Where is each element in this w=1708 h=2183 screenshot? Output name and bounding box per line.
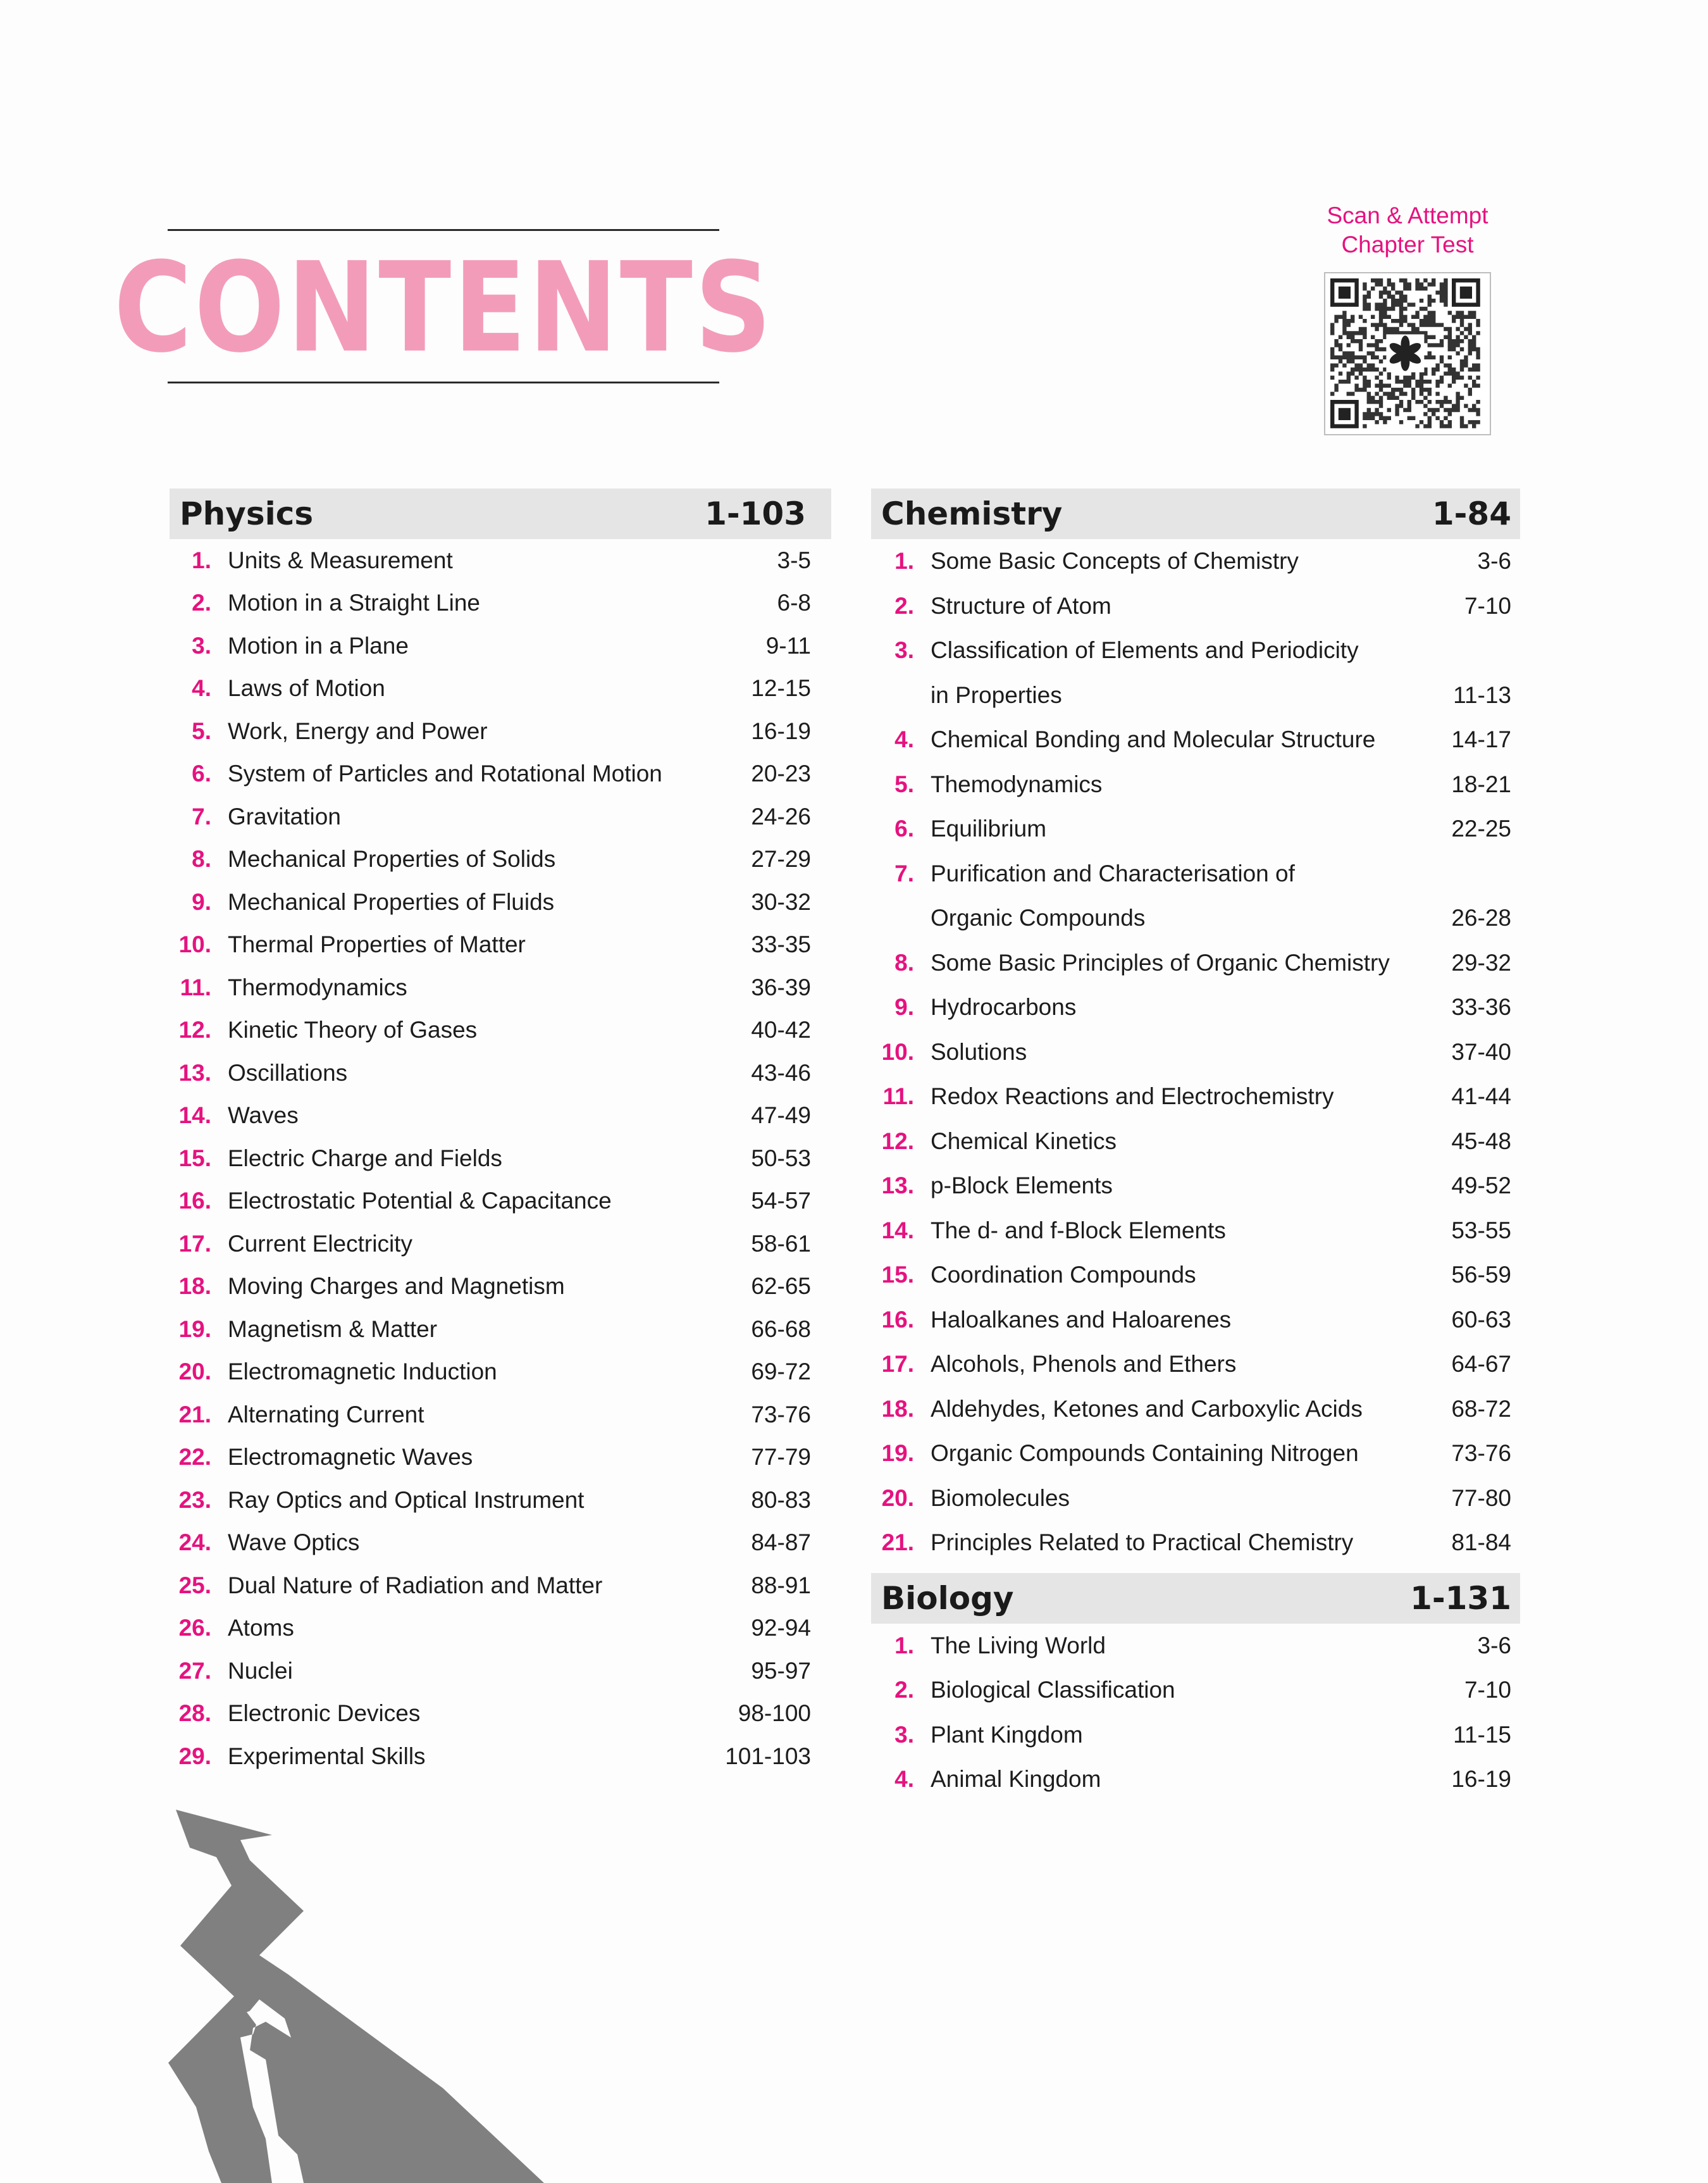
chemistry-chapter-row bbox=[871, 1253, 1520, 1298]
chapter-number: 20. bbox=[178, 1359, 211, 1385]
physics-chapter-row bbox=[170, 1735, 831, 1778]
chemistry-chapter-row bbox=[871, 985, 1520, 1030]
chapter-number: 29. bbox=[178, 1743, 211, 1769]
chapter-number: 1. bbox=[192, 547, 211, 573]
chapter-pages: 33-35 bbox=[751, 931, 811, 958]
chapter-pages: 47-49 bbox=[751, 1102, 811, 1129]
chapter-pages: 62-65 bbox=[751, 1273, 811, 1300]
physics-chapter-row bbox=[170, 1009, 831, 1052]
chapter-pages: 16-19 bbox=[751, 718, 811, 744]
physics-chapter-row bbox=[170, 668, 831, 711]
physics-chapter-row bbox=[170, 1222, 831, 1266]
physics-chapter-row bbox=[170, 582, 831, 625]
chapter-pages: 40-42 bbox=[751, 1017, 811, 1043]
chapter-title: Electromagnetic Induction bbox=[228, 1359, 497, 1385]
chapter-title: Biological Classification bbox=[931, 1677, 1175, 1703]
chapter-title: Waves bbox=[228, 1102, 299, 1129]
chapter-pages: 3-6 bbox=[1477, 1632, 1511, 1658]
chapter-title: Principles Related to Practical Chemistry bbox=[931, 1529, 1354, 1556]
qr-caption-line1: Scan & Attempt bbox=[1327, 202, 1488, 228]
chemistry-chapter-row bbox=[871, 1298, 1520, 1343]
chapter-pages: 20-23 bbox=[751, 761, 811, 787]
chapter-title: Redox Reactions and Electrochemistry bbox=[931, 1083, 1334, 1110]
chapter-pages: 11-13 bbox=[1453, 681, 1511, 708]
chapter-pages: 14-17 bbox=[1451, 726, 1511, 753]
physics-chapter-row bbox=[170, 753, 831, 796]
chapter-pages: 54-57 bbox=[751, 1188, 811, 1214]
qr-caption bbox=[1290, 201, 1525, 259]
chapter-title: Some Basic Principles of Organic Chemistry bbox=[931, 949, 1390, 976]
chemistry-chapter-row bbox=[871, 1164, 1520, 1209]
chapter-title: Chemical Bonding and Molecular Structure bbox=[931, 726, 1376, 753]
chapter-title: Plant Kingdom bbox=[931, 1721, 1083, 1748]
chapter-number: 12. bbox=[881, 1128, 914, 1154]
chapter-title: Coordination Compounds bbox=[931, 1262, 1196, 1288]
chapter-title: Alternating Current bbox=[228, 1401, 424, 1427]
physics-chapter-row bbox=[170, 924, 831, 967]
physics-chapter-row bbox=[170, 1564, 831, 1607]
chapter-pages: 43-46 bbox=[751, 1059, 811, 1086]
chemistry-chapter-row bbox=[871, 628, 1520, 673]
chapter-number: 4. bbox=[192, 675, 211, 702]
chapter-pages: 26-28 bbox=[1451, 905, 1511, 931]
chapter-number: 10. bbox=[881, 1038, 914, 1065]
chapter-title: Hydrocarbons bbox=[931, 994, 1077, 1021]
chapter-number: 23. bbox=[178, 1486, 211, 1513]
chapter-number: 3. bbox=[894, 1721, 914, 1748]
chemistry-chapter-row bbox=[871, 673, 1520, 718]
chapter-number: 17. bbox=[178, 1230, 211, 1257]
physics-section-range: 1-103 bbox=[705, 495, 806, 532]
chapter-title: Mechanical Properties of Fluids bbox=[228, 888, 555, 915]
chemistry-chapter-row bbox=[871, 941, 1520, 986]
chapter-title: Current Electricity bbox=[228, 1230, 412, 1257]
chemistry-chapter-list bbox=[871, 539, 1520, 1565]
chapter-title: Magnetism & Matter bbox=[228, 1315, 438, 1342]
chapter-number: 17. bbox=[881, 1351, 914, 1378]
chapter-number: 13. bbox=[881, 1172, 914, 1199]
physics-chapter-row bbox=[170, 1479, 831, 1522]
chapter-title: Electric Charge and Fields bbox=[228, 1145, 502, 1171]
biology-chapter-row bbox=[871, 1624, 1520, 1669]
physics-chapter-row bbox=[170, 1650, 831, 1693]
chapter-title: Ray Optics and Optical Instrument bbox=[228, 1486, 585, 1513]
chapter-title: Motion in a Straight Line bbox=[228, 590, 481, 616]
chapter-title: Mechanical Properties of Solids bbox=[228, 846, 556, 873]
chapter-pages: 11-15 bbox=[1453, 1721, 1511, 1748]
chapter-number: 9. bbox=[192, 888, 211, 915]
chapter-pages: 24-26 bbox=[751, 803, 811, 830]
chapter-number: 28. bbox=[178, 1700, 211, 1727]
physics-chapter-row bbox=[170, 1393, 831, 1436]
chapter-pages: 16-19 bbox=[1451, 1766, 1511, 1793]
chapter-title: Units & Measurement bbox=[228, 547, 453, 573]
chapter-pages: 77-80 bbox=[1451, 1484, 1511, 1511]
chapter-pages: 22-25 bbox=[1451, 816, 1511, 842]
physics-chapter-row bbox=[170, 1052, 831, 1095]
chapter-title: Moving Charges and Magnetism bbox=[228, 1273, 565, 1300]
chapter-number: 3. bbox=[894, 637, 914, 664]
chapter-number: 4. bbox=[894, 1766, 914, 1793]
biology-section-name: Biology bbox=[881, 1579, 1014, 1617]
chapter-number: 13. bbox=[178, 1059, 211, 1086]
chapter-pages: 80-83 bbox=[751, 1486, 811, 1513]
chapter-number: 7. bbox=[192, 803, 211, 830]
chapter-number: 6. bbox=[192, 761, 211, 787]
chapter-title: Chemical Kinetics bbox=[931, 1128, 1117, 1154]
physics-chapter-row bbox=[170, 1095, 831, 1138]
chapter-title: Purification and Characterisation of bbox=[931, 860, 1295, 886]
biology-chapter-row bbox=[871, 1757, 1520, 1802]
chemistry-chapter-row bbox=[871, 807, 1520, 852]
chapter-title: Organic Compounds bbox=[931, 905, 1146, 931]
chapter-title: Aldehydes, Ketones and Carboxylic Acids bbox=[931, 1395, 1363, 1422]
chapter-number: 10. bbox=[178, 931, 211, 958]
biology-chapter-row bbox=[871, 1713, 1520, 1758]
chapter-pages: 49-52 bbox=[1451, 1172, 1511, 1199]
chemistry-chapter-row bbox=[871, 762, 1520, 807]
chapter-pages: 33-36 bbox=[1451, 994, 1511, 1021]
chapter-title: Animal Kingdom bbox=[931, 1766, 1101, 1793]
chapter-pages: 3-5 bbox=[777, 547, 811, 573]
qr-code-icon[interactable] bbox=[1324, 272, 1491, 435]
chapter-title: Thermal Properties of Matter bbox=[228, 931, 526, 958]
chapter-pages: 9-11 bbox=[765, 632, 811, 659]
chapter-title: Dual Nature of Radiation and Matter bbox=[228, 1572, 603, 1598]
chapter-title: Experimental Skills bbox=[228, 1743, 426, 1769]
chapter-title: Biomolecules bbox=[931, 1484, 1070, 1511]
chapter-number: 27. bbox=[178, 1657, 211, 1684]
chapter-number: 18. bbox=[178, 1273, 211, 1300]
physics-section-name: Physics bbox=[180, 495, 314, 532]
chapter-title: Organic Compounds Containing Nitrogen bbox=[931, 1440, 1359, 1467]
chemistry-chapter-row bbox=[871, 718, 1520, 762]
zigzag-arrow-icon bbox=[0, 1810, 569, 2183]
chapter-title: The Living World bbox=[931, 1632, 1106, 1658]
chemistry-section-name: Chemistry bbox=[881, 495, 1063, 532]
physics-chapter-row bbox=[170, 1137, 831, 1180]
chemistry-section-range: 1-84 bbox=[1432, 495, 1511, 532]
chapter-number: 20. bbox=[881, 1484, 914, 1511]
chemistry-chapter-row bbox=[871, 1030, 1520, 1075]
chemistry-chapter-row bbox=[871, 1119, 1520, 1164]
chapter-pages: 45-48 bbox=[1451, 1128, 1511, 1154]
physics-chapter-row bbox=[170, 1180, 831, 1223]
biology-chapter-row bbox=[871, 1668, 1520, 1713]
physics-chapter-row bbox=[170, 1308, 831, 1351]
chapter-number: 18. bbox=[881, 1395, 914, 1422]
physics-chapter-row bbox=[170, 1522, 831, 1565]
chapter-pages: 73-76 bbox=[1451, 1440, 1511, 1467]
chapter-title: Classification of Elements and Periodicity bbox=[931, 637, 1359, 664]
chapter-number: 16. bbox=[178, 1188, 211, 1214]
chapter-number: 4. bbox=[894, 726, 914, 753]
biology-chapter-list bbox=[871, 1624, 1520, 1802]
physics-chapter-row bbox=[170, 1693, 831, 1736]
chapter-pages: 64-67 bbox=[1451, 1351, 1511, 1378]
chapter-number: 2. bbox=[192, 590, 211, 616]
chapter-number: 7. bbox=[894, 860, 914, 886]
chapter-title: Thermodynamics bbox=[228, 974, 407, 1000]
chapter-pages: 84-87 bbox=[751, 1529, 811, 1556]
chapter-title: Electrostatic Potential & Capacitance bbox=[228, 1188, 612, 1214]
biology-section-range: 1-131 bbox=[1410, 1579, 1511, 1617]
chapter-number: 12. bbox=[178, 1017, 211, 1043]
physics-chapter-row bbox=[170, 838, 831, 881]
chapter-title: Themodynamics bbox=[931, 771, 1103, 797]
chapter-pages: 6-8 bbox=[777, 590, 811, 616]
chapter-title: Motion in a Plane bbox=[228, 632, 409, 659]
chemistry-chapter-row bbox=[871, 1387, 1520, 1432]
chapter-pages: 29-32 bbox=[1451, 949, 1511, 976]
chapter-pages: 69-72 bbox=[751, 1359, 811, 1385]
chapter-pages: 98-100 bbox=[738, 1700, 811, 1727]
biology-header bbox=[871, 1573, 1520, 1624]
chapter-title: Laws of Motion bbox=[228, 675, 385, 702]
chapter-pages: 27-29 bbox=[751, 846, 811, 873]
chapter-pages: 58-61 bbox=[751, 1230, 811, 1257]
chapter-title: Some Basic Concepts of Chemistry bbox=[931, 548, 1299, 575]
chapter-number: 15. bbox=[881, 1262, 914, 1288]
chemistry-chapter-row bbox=[871, 1431, 1520, 1476]
chapter-number: 8. bbox=[192, 846, 211, 873]
chemistry-chapter-row bbox=[871, 1521, 1520, 1565]
chapter-number: 19. bbox=[881, 1440, 914, 1467]
chapter-title: Work, Energy and Power bbox=[228, 718, 488, 744]
qr-code-graphic bbox=[1330, 278, 1485, 429]
physics-chapter-row bbox=[170, 1607, 831, 1650]
chapter-pages: 7-10 bbox=[1464, 1677, 1511, 1703]
physics-chapter-row bbox=[170, 966, 831, 1009]
chapter-title: Electromagnetic Waves bbox=[228, 1444, 473, 1471]
physics-chapter-row bbox=[170, 1436, 831, 1479]
chapter-number: 5. bbox=[192, 718, 211, 744]
chapter-number: 11. bbox=[882, 1083, 914, 1110]
physics-chapter-row bbox=[170, 1351, 831, 1394]
chapter-number: 26. bbox=[178, 1615, 211, 1641]
chapter-title: Gravitation bbox=[228, 803, 341, 830]
chapter-pages: 30-32 bbox=[751, 888, 811, 915]
chapter-pages: 66-68 bbox=[751, 1315, 811, 1342]
chapter-pages: 92-94 bbox=[751, 1615, 811, 1641]
contents-title-block bbox=[113, 229, 774, 383]
chapter-title: p-Block Elements bbox=[931, 1172, 1113, 1199]
chapter-pages: 3-6 bbox=[1477, 548, 1511, 575]
chapter-pages: 68-72 bbox=[1451, 1395, 1511, 1422]
chemistry-chapter-row bbox=[871, 539, 1520, 584]
physics-column bbox=[170, 488, 831, 1778]
chapter-number: 16. bbox=[881, 1306, 914, 1333]
chapter-title: System of Particles and Rotational Motion bbox=[228, 761, 662, 787]
physics-chapter-row bbox=[170, 625, 831, 668]
chapter-title: Structure of Atom bbox=[931, 592, 1111, 619]
chapter-number: 1. bbox=[894, 548, 914, 575]
physics-chapter-row bbox=[170, 795, 831, 838]
chemistry-chapter-row bbox=[871, 1476, 1520, 1521]
chapter-title: Kinetic Theory of Gases bbox=[228, 1017, 478, 1043]
chapter-title: Nuclei bbox=[228, 1657, 293, 1684]
chemistry-chapter-row bbox=[871, 1074, 1520, 1119]
chapter-title: Equilibrium bbox=[931, 816, 1047, 842]
qr-caption-line2: Chapter Test bbox=[1341, 232, 1474, 258]
chapter-pages: 101-103 bbox=[725, 1743, 811, 1769]
chemistry-header bbox=[871, 488, 1520, 539]
chapter-pages: 73-76 bbox=[751, 1401, 811, 1427]
physics-chapter-row bbox=[170, 881, 831, 924]
chemistry-chapter-row bbox=[871, 1209, 1520, 1253]
chapter-number: 11. bbox=[180, 974, 211, 1000]
chapter-pages: 88-91 bbox=[751, 1572, 811, 1598]
physics-chapter-row bbox=[170, 1266, 831, 1309]
chapter-pages: 12-15 bbox=[751, 675, 811, 702]
chemistry-chapter-row bbox=[871, 852, 1520, 897]
chapter-pages: 7-10 bbox=[1464, 592, 1511, 619]
chapter-number: 6. bbox=[894, 816, 914, 842]
chapter-pages: 37-40 bbox=[1451, 1038, 1511, 1065]
chemistry-chapter-row bbox=[871, 1342, 1520, 1387]
chapter-title: The d- and f-Block Elements bbox=[931, 1217, 1226, 1243]
chapter-pages: 60-63 bbox=[1451, 1306, 1511, 1333]
chapter-title: Atoms bbox=[228, 1615, 294, 1641]
chapter-number: 14. bbox=[881, 1217, 914, 1243]
chapter-pages: 56-59 bbox=[1451, 1262, 1511, 1288]
chapter-title: Electronic Devices bbox=[228, 1700, 421, 1727]
chapter-number: 21. bbox=[881, 1529, 914, 1556]
chapter-number: 19. bbox=[178, 1315, 211, 1342]
chapter-title: Solutions bbox=[931, 1038, 1027, 1065]
chapter-number: 8. bbox=[894, 949, 914, 976]
chapter-number: 15. bbox=[178, 1145, 211, 1171]
chemistry-chapter-row bbox=[871, 896, 1520, 941]
chapter-title: Haloalkanes and Haloarenes bbox=[931, 1306, 1232, 1333]
chapter-pages: 53-55 bbox=[1451, 1217, 1511, 1243]
physics-chapter-list bbox=[170, 539, 831, 1778]
chapter-number: 1. bbox=[894, 1632, 914, 1658]
physics-chapter-row bbox=[170, 539, 831, 582]
physics-chapter-row bbox=[170, 710, 831, 753]
chapter-pages: 41-44 bbox=[1451, 1083, 1511, 1110]
chapter-number: 25. bbox=[178, 1572, 211, 1598]
chapter-pages: 36-39 bbox=[751, 974, 811, 1000]
chapter-pages: 18-21 bbox=[1451, 771, 1511, 797]
chapter-number: 21. bbox=[178, 1401, 211, 1427]
chapter-pages: 50-53 bbox=[751, 1145, 811, 1171]
chapter-title: Oscillations bbox=[228, 1059, 348, 1086]
chemistry-chapter-row bbox=[871, 584, 1520, 629]
chemistry-biology-column bbox=[871, 488, 1520, 1802]
chapter-title: in Properties bbox=[931, 681, 1062, 708]
page-title: CONTENTS bbox=[113, 236, 774, 380]
chapter-pages: 95-97 bbox=[751, 1657, 811, 1684]
chapter-number: 2. bbox=[894, 592, 914, 619]
chapter-number: 2. bbox=[894, 1677, 914, 1703]
chapter-number: 3. bbox=[192, 632, 211, 659]
chapter-pages: 81-84 bbox=[1451, 1529, 1511, 1556]
chapter-number: 22. bbox=[178, 1444, 211, 1471]
chapter-number: 5. bbox=[894, 771, 914, 797]
chapter-pages: 77-79 bbox=[751, 1444, 811, 1471]
chapter-number: 9. bbox=[894, 994, 914, 1021]
chapter-title: Alcohols, Phenols and Ethers bbox=[931, 1351, 1237, 1378]
chapter-number: 24. bbox=[178, 1529, 211, 1556]
chapter-number: 14. bbox=[178, 1102, 211, 1129]
physics-header bbox=[170, 488, 831, 539]
chapter-title: Wave Optics bbox=[228, 1529, 360, 1556]
